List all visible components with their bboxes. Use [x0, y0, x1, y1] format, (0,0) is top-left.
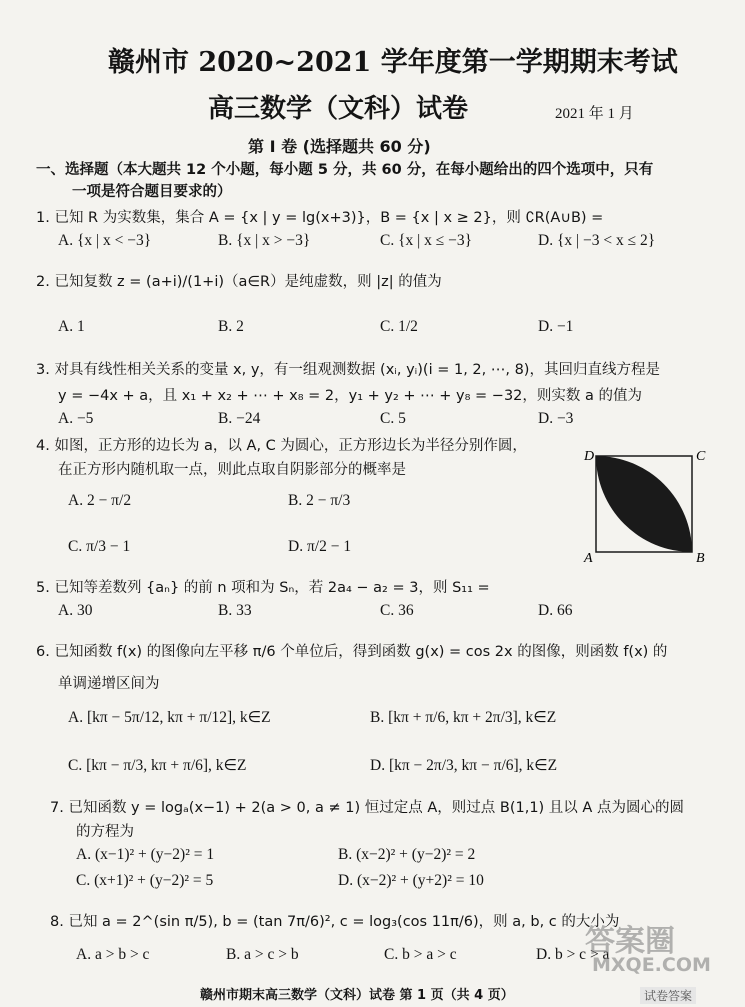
section-heading-line2: 一项是符合题目要求的） — [72, 184, 232, 200]
q2-option-d: D. −1 — [538, 318, 574, 335]
q5-option-b: B. 33 — [218, 602, 252, 619]
exam-title: 赣州市 2020~2021 学年度第一学期期末考试 — [108, 47, 678, 78]
q4-option-d: D. π/2 − 1 — [288, 538, 352, 555]
vertex-label-a: A — [584, 551, 593, 566]
watermark-badge: 试卷答案 — [640, 987, 696, 1004]
q7-option-d: D. (x−2)² + (y+2)² = 10 — [338, 872, 484, 889]
q3-option-a: A. −5 — [58, 410, 94, 427]
q6-option-b: B. [kπ + π/6, kπ + 2π/3], k∈Z — [370, 709, 557, 726]
exam-date: 2021 年 1 月 — [555, 106, 634, 122]
q5-option-d: D. 66 — [538, 602, 573, 619]
q2-option-a: A. 1 — [58, 318, 85, 335]
q3-option-d: D. −3 — [538, 410, 574, 427]
question-5-stem: 5. 已知等差数列 {aₙ} 的前 n 项和为 Sₙ，若 2a₄ − a₂ = 3，则 S₁₁ = — [36, 580, 490, 596]
q3-option-b: B. −24 — [218, 410, 261, 427]
q1-option-c: C. {x | x ≤ −3} — [380, 232, 473, 249]
exam-subtitle: 高三数学（文科）试卷 — [208, 94, 469, 124]
question-6-stem-line2: 单调递增区间为 — [58, 676, 160, 692]
question-1-stem: 1. 已知 R 为实数集，集合 A = {x | y = lg(x+3)}，B = {x | x ≥ 2}，则 ∁R(A∪B) = — [36, 210, 604, 226]
q8-option-c: C. b > a > c — [384, 946, 457, 963]
question-4-stem-line1: 4. 如图，正方形的边长为 a，以 A, C 为圆心，正方形边长为半径分别作圆， — [36, 438, 527, 454]
q7-option-c: C. (x+1)² + (y−2)² = 5 — [76, 872, 214, 889]
q4-option-c: C. π/3 − 1 — [68, 538, 131, 555]
section-heading-line1: 一、选择题（本大题共 12 个小题，每小题 5 分，共 60 分，在每小题给出的四个选项中，只有 — [36, 162, 654, 178]
question-7-stem-line2: 的方程为 — [76, 824, 134, 840]
question-2-stem: 2. 已知复数 z = (a+i)/(1+i)（a∈R）是纯虚数，则 |z| 的值为 — [36, 274, 442, 290]
question-3-stem-line2: y = −4x + a，且 x₁ + x₂ + ⋯ + x₈ = 2，y₁ + y₂ + ⋯ + y₈ = −32，则实数 a 的值为 — [58, 388, 642, 404]
q2-option-c: C. 1/2 — [380, 318, 418, 335]
q4-option-a: A. 2 − π/2 — [68, 492, 132, 509]
question-7-stem-line1: 7. 已知函数 y = logₐ(x−1) + 2(a > 0, a ≠ 1) 恒过定点 A，则过点 B(1,1) 且以 A 点为圆心的圆 — [50, 800, 684, 816]
vertex-label-d: D — [584, 449, 595, 464]
question-3-stem-line1: 3. 对具有线性相关关系的变量 x, y，有一组观测数据 (xᵢ, yᵢ)(i = 1, 2, ⋯, 8)，其回归直线方程是 — [36, 362, 660, 378]
q8-option-d: D. b > c > a — [536, 946, 610, 963]
q2-option-b: B. 2 — [218, 318, 244, 335]
q4-option-b: B. 2 − π/3 — [288, 492, 351, 509]
q7-option-a: A. (x−1)² + (y−2)² = 1 — [76, 846, 215, 863]
shaded-lens-region — [596, 456, 692, 552]
page-footer: 赣州市期末高三数学（文科）试卷 第 1 页（共 4 页） — [200, 988, 514, 1003]
q8-option-a: A. a > b > c — [76, 946, 150, 963]
q6-option-c: C. [kπ − π/3, kπ + π/6], k∈Z — [68, 757, 247, 774]
question-6-stem-line1: 6. 已知函数 f(x) 的图像向左平移 π/6 个单位后，得到函数 g(x) = cos 2x 的图像，则函数 f(x) 的 — [36, 644, 668, 660]
q5-option-c: C. 36 — [380, 602, 414, 619]
q3-option-c: C. 5 — [380, 410, 406, 427]
q6-option-d: D. [kπ − 2π/3, kπ − π/6], k∈Z — [370, 757, 558, 774]
q1-option-a: A. {x | x < −3} — [58, 232, 152, 249]
vertex-label-c: C — [696, 449, 706, 464]
watermark-url: MXQE.COM — [592, 954, 711, 976]
q1-option-b: B. {x | x > −3} — [218, 232, 311, 249]
q8-option-b: B. a > c > b — [226, 946, 299, 963]
question-8-stem: 8. 已知 a = 2^(sin π/5), b = (tan 7π/6)², c = log₃(cos 11π/6)，则 a, b, c 的大小为 — [50, 914, 620, 930]
square-arcs-figure — [578, 446, 708, 566]
q6-option-a: A. [kπ − 5π/12, kπ + π/12], k∈Z — [68, 709, 271, 726]
vertex-label-b: B — [696, 551, 705, 566]
q5-option-a: A. 30 — [58, 602, 93, 619]
q1-option-d: D. {x | −3 < x ≤ 2} — [538, 232, 656, 249]
volume-heading: 第 I 卷 (选择题共 60 分) — [248, 137, 431, 156]
question-4-stem-line2: 在正方形内随机取一点，则此点取自阴影部分的概率是 — [58, 462, 406, 478]
watermark-logo: 答案圈 — [585, 924, 675, 959]
q7-option-b: B. (x−2)² + (y−2)² = 2 — [338, 846, 476, 863]
